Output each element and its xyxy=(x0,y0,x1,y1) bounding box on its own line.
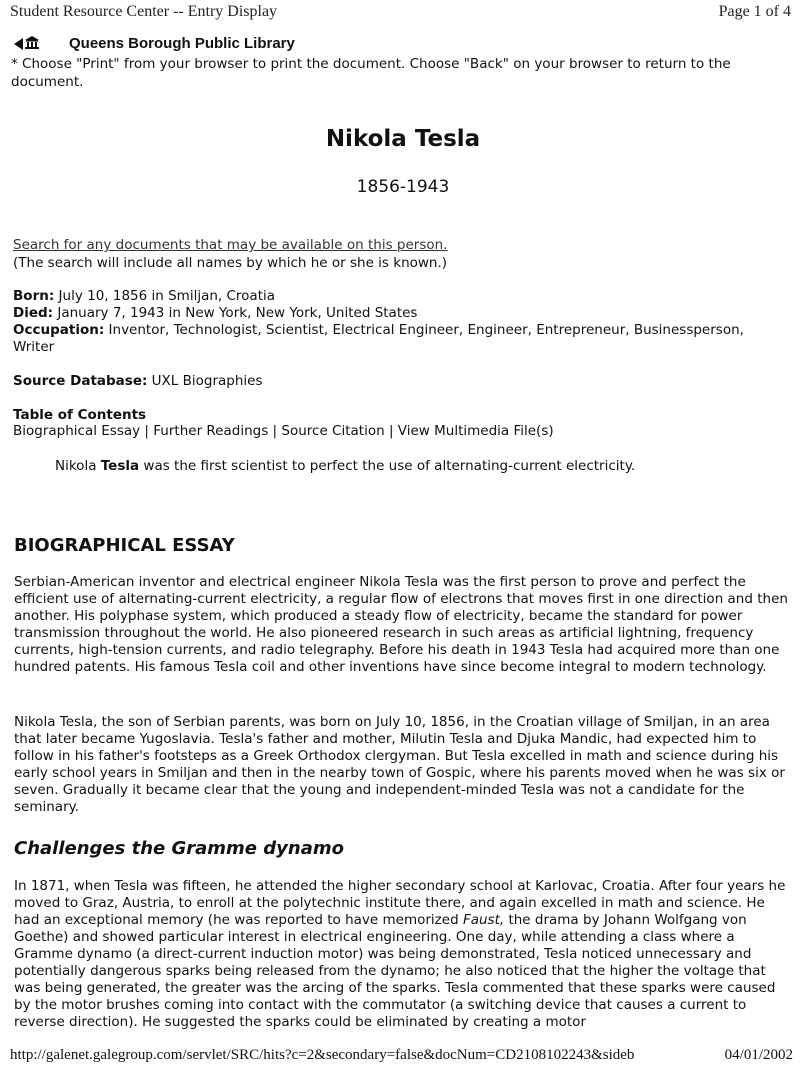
biographical-facts xyxy=(13,288,781,356)
occupation-label: Occupation: xyxy=(13,322,105,338)
section-heading-gramme-dynamo: Challenges the Gramme dynamo xyxy=(14,838,344,859)
search-note: (The search will include all names by which he or she is known.) xyxy=(13,255,448,271)
essay-paragraph-1: Serbian-American inventor and electrical engineer Nikola Tesla was the first person to prove and perfect the efficient use of alternating-current electricity, a regular flow of electrons that moves first in one direction and then another. His polyphase system, which produced a steady flow of electricity, became the standard for power transmission throughout the world. He also pioneered research in such areas as artificial lightning, frequency currents, high-tension currents, and radio telegraphy. Before his death in 1943 Tesla had acquired more than one hundred patents. His famous Tesla coil and other inventions have since become integral to modern technology. xyxy=(14,574,788,675)
intro-before: Nikola xyxy=(55,458,101,474)
entry-dates: 1856-1943 xyxy=(356,177,450,197)
toc-separator: | xyxy=(140,423,154,439)
search-documents-link[interactable]: Search for any documents that may be available on this person. xyxy=(13,237,448,253)
toc-link-source-citation[interactable]: Source Citation xyxy=(281,423,385,439)
entry-title: Nikola Tesla xyxy=(325,126,481,152)
library-bar xyxy=(14,34,295,53)
essay-heading: BIOGRAPHICAL ESSAY xyxy=(14,535,235,556)
paragraph3-italic: Faust, xyxy=(462,912,505,928)
table-of-contents xyxy=(13,423,554,439)
paragraph3-part-a: In 1871, when Tesla was fifteen, he attended the higher secondary school at Karlovac, Croatia. After four years he moved to Graz, Austria, to enroll at the polytechnic institute there, and again excelled in math and science. He had an exceptional memory (he was reported to have memorized xyxy=(14,878,786,928)
essay-paragraph-3 xyxy=(14,878,791,1031)
died-row xyxy=(13,305,781,322)
print-title: Student Resource Center -- Entry Display xyxy=(10,3,278,20)
toc-heading: Table of Contents xyxy=(13,407,147,423)
library-building-icon[interactable] xyxy=(25,34,39,53)
essay-paragraph-2: Nikola Tesla, the son of Serbian parents, was born on July 10, 1856, in the Croatian village of Smiljan, in an area that later became Yugoslavia. Tesla's father and mother, Milutin Tesla and Djuka Mandic, had expected him to follow in his father's footsteps as a Greek Orthodox clergyman. But Tesla excelled in math and science during his early school years in Smiljan and then in the nearby town of Gospic, where his parents moved when he was six or seven. Gradually it became clear that the young and independent-minded Tesla was not a candidate for the seminary. xyxy=(14,714,785,815)
footer-date: 04/01/2002 xyxy=(724,1047,793,1063)
intro-sentence xyxy=(55,458,635,474)
toc-separator: | xyxy=(384,423,398,439)
back-arrow-icon[interactable] xyxy=(14,38,23,50)
died-value: January 7, 1943 in New York, New York, United States xyxy=(57,305,418,321)
page-number: Page 1 of 4 xyxy=(718,3,791,20)
born-row xyxy=(13,288,781,305)
paragraph3-part-b: the drama by Johann Wolfgang von Goethe) and showed particular interest in electrical engineering. One day, while attending a class where a Gramme dynamo (a direct-current induction motor) was being demonstrated, Tesla noticed unnecessary and potentially dangerous sparks being released from the dynamo; he also noticed that the higher the voltage that was being generated, the greater was the arcing of the sparks. Tesla commented that these sparks were caused by the motor brushes coming into contact with the commutator (a switching device that causes a current to reverse direction). He suggested the sparks could be eliminated by creating a motor xyxy=(14,912,776,1030)
library-name: Queens Borough Public Library xyxy=(69,35,295,52)
toc-link-further-readings[interactable]: Further Readings xyxy=(153,423,269,439)
occupation-row xyxy=(13,322,781,356)
intro-bold: Tesla xyxy=(100,458,140,474)
toc-link-biographical-essay[interactable]: Biographical Essay xyxy=(13,423,141,439)
print-footer xyxy=(10,1047,793,1064)
source-label: Source Database: xyxy=(13,373,148,389)
born-label: Born: xyxy=(13,288,55,304)
print-header xyxy=(10,3,791,21)
source-value: UXL Biographies xyxy=(151,373,263,389)
died-label: Died: xyxy=(13,305,54,321)
footer-url: http://galenet.galegroup.com/servlet/SRC/hits?c=2&secondary=false&docNum=CD2108102243&sideb xyxy=(10,1047,635,1063)
toc-link-multimedia[interactable]: View Multimedia File(s) xyxy=(397,423,554,439)
born-value: July 10, 1856 in Smiljan, Croatia xyxy=(58,288,276,304)
source-database xyxy=(13,373,263,389)
occupation-value: Inventor, Technologist, Scientist, Electrical Engineer, Engineer, Entrepreneur, Businessperson, Writer xyxy=(13,322,744,355)
toc-separator: | xyxy=(268,423,282,439)
intro-after: was the first scientist to perfect the use of alternating-current electricity. xyxy=(139,458,636,474)
print-instructions: * Choose "Print" from your browser to print the document. Choose "Back" on your browser to return to the document. xyxy=(11,56,731,90)
